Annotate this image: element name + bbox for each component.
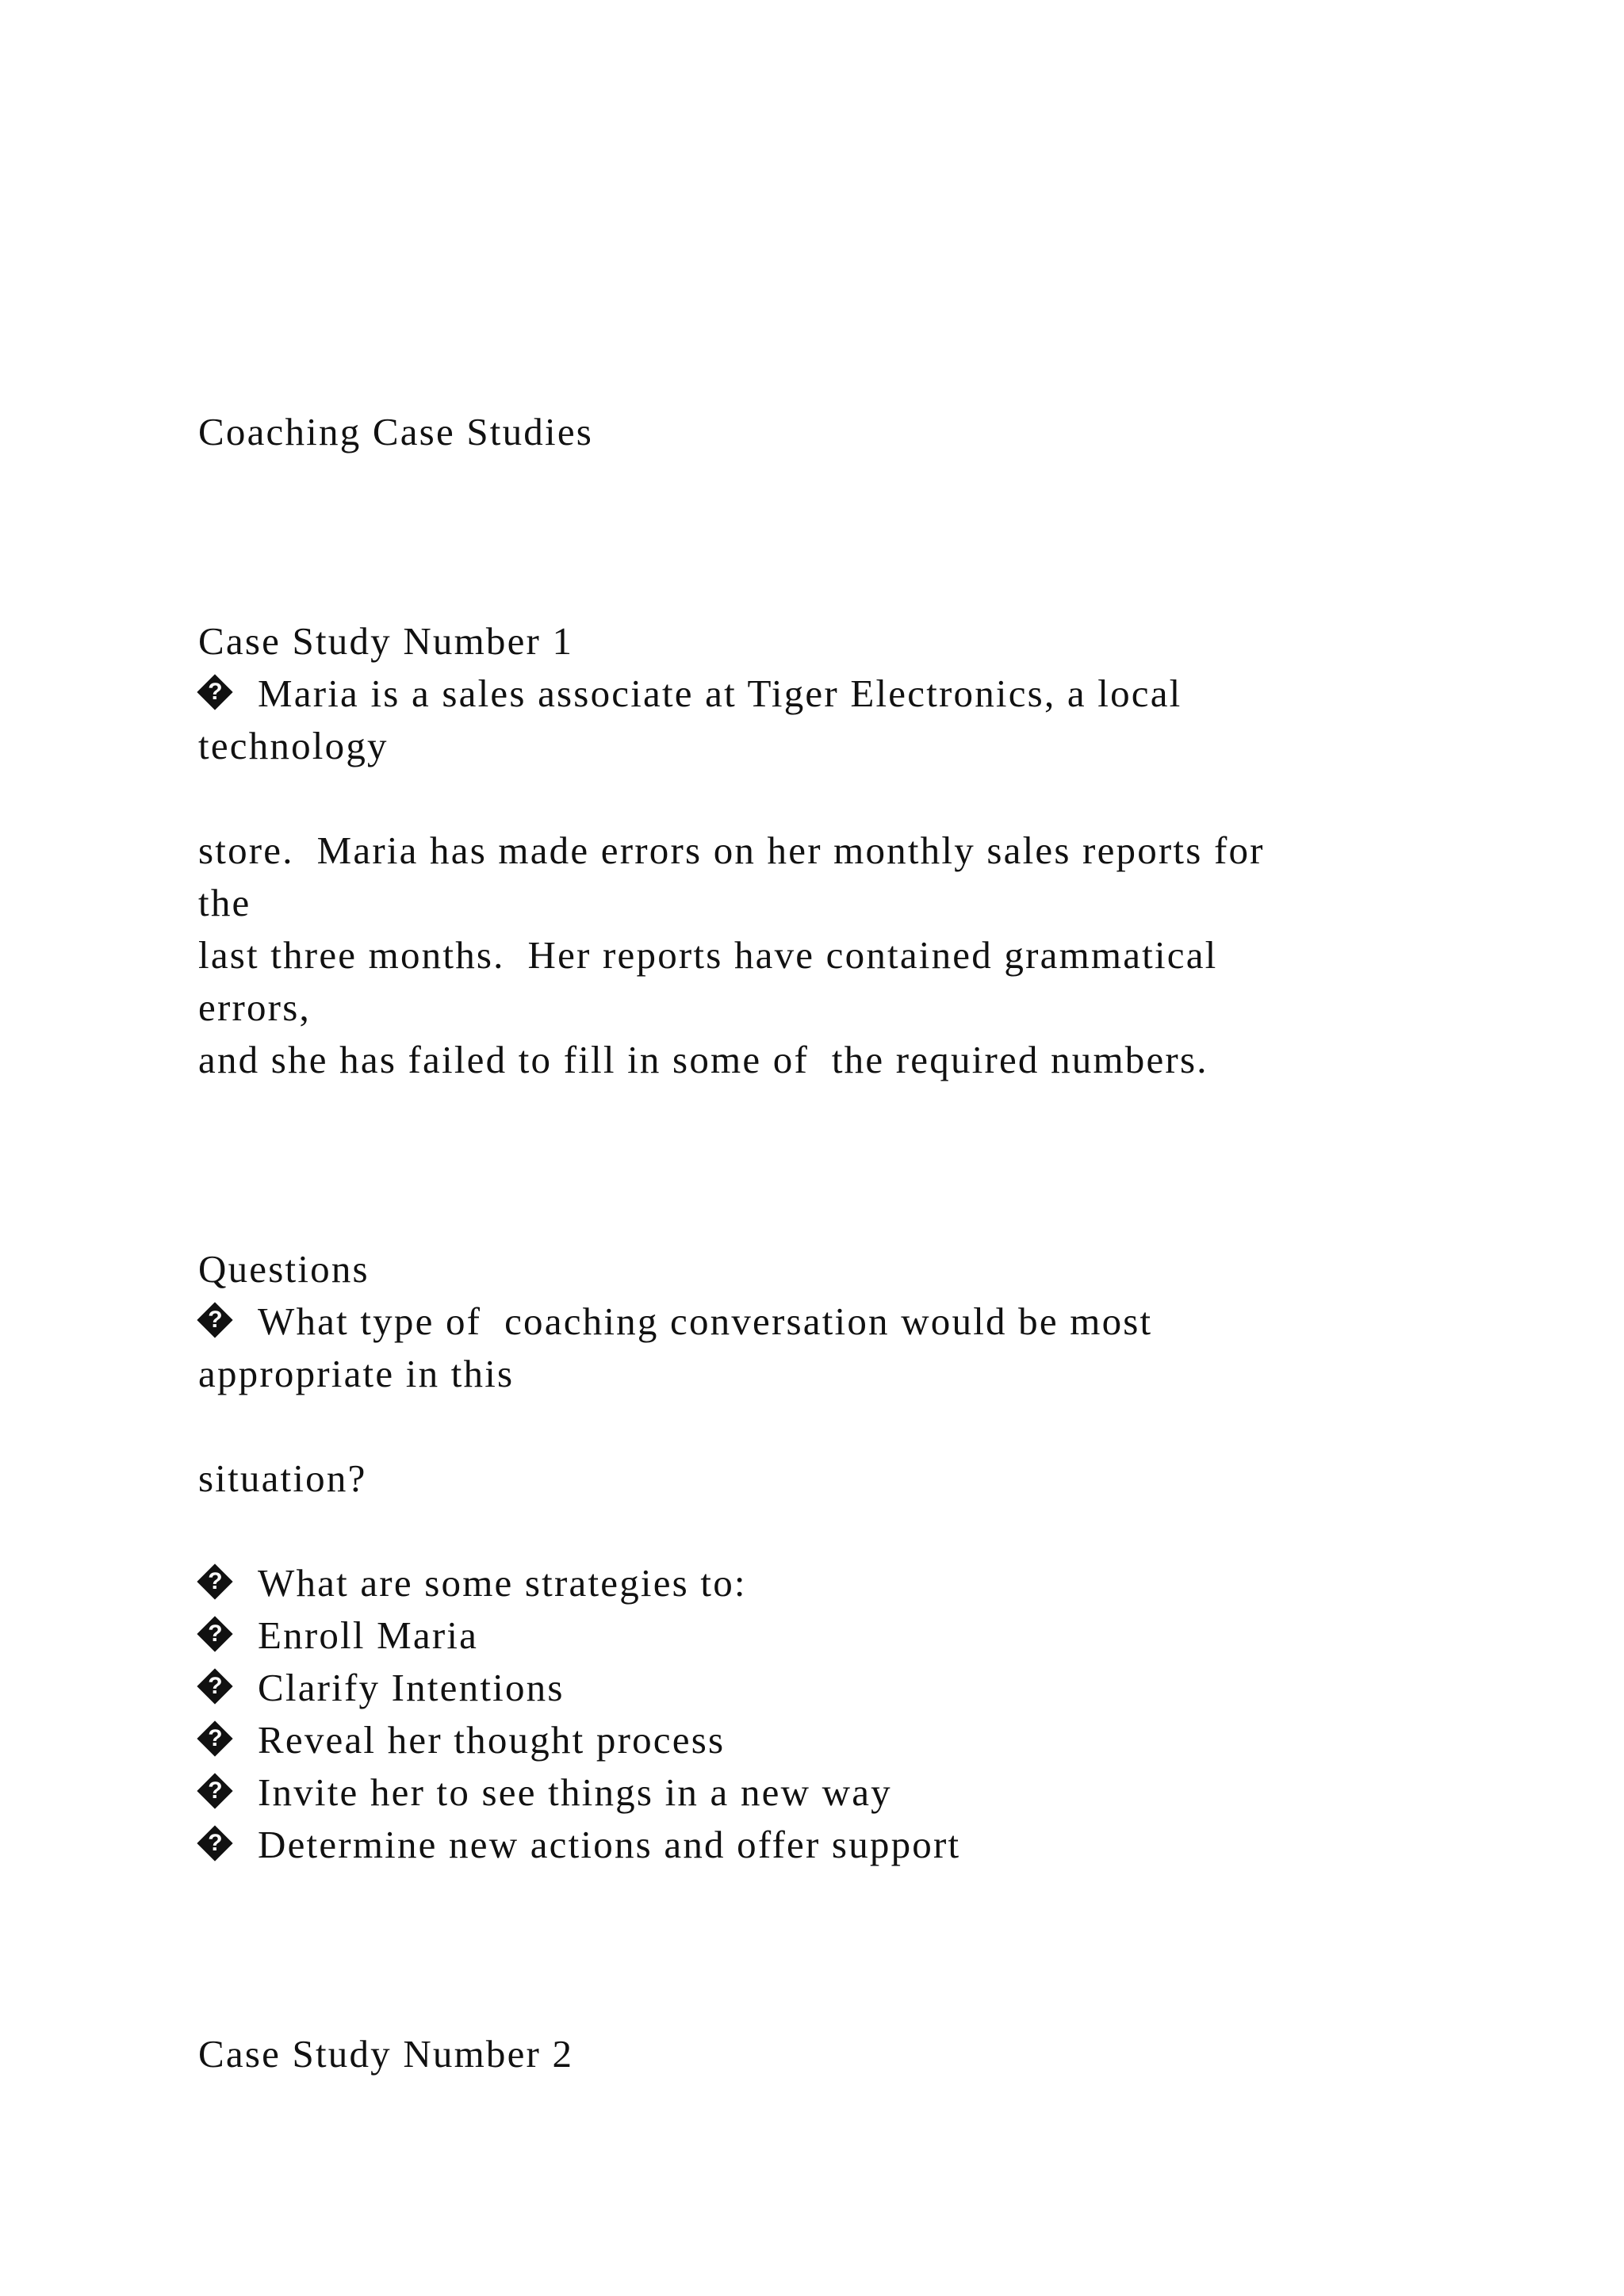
case-study-1-line: errors, [198, 985, 311, 1029]
bullet-replacement-glyph-icon [198, 1774, 234, 1810]
case-study-1-line: store. Maria has made errors on her monthly sales reports for [198, 828, 1265, 872]
strategy-item: ?Clarify Intentions [198, 1662, 565, 1714]
bullet-replacement-glyph-icon [198, 1827, 234, 1862]
bullet-replacement-glyph-icon [198, 1565, 234, 1601]
strategy-item: ?Reveal her thought process [198, 1714, 725, 1766]
question-line: ?What are some strategies to: [198, 1557, 747, 1609]
bullet-replacement-glyph-icon [198, 1303, 234, 1339]
case-study-1-line: technology [198, 724, 389, 767]
case-study-1-line: the [198, 881, 251, 924]
bullet-replacement-glyph-icon [198, 1670, 234, 1705]
case-study-1-line: and she has failed to fill in some of the required numbers. [198, 1038, 1208, 1081]
question-line: appropriate in this [198, 1352, 515, 1395]
question-line: ?What type of coaching conversation would be most [198, 1295, 1152, 1348]
document-title: Coaching Case Studies [198, 410, 594, 453]
case-study-2-heading: Case Study Number 2 [198, 2032, 574, 2076]
strategy-item: ?Invite her to see things in a new way [198, 1766, 892, 1819]
strategy-item: ?Enroll Maria [198, 1609, 478, 1662]
bullet-replacement-glyph-icon [198, 1617, 234, 1653]
strategy-item: ?Determine new actions and offer support [198, 1819, 960, 1871]
case-study-1-line: last three months. Her reports have contained grammatical [198, 933, 1218, 977]
bullet-replacement-glyph-icon [198, 1722, 234, 1758]
case-study-1-heading: Case Study Number 1 [198, 619, 574, 663]
case-study-1-line: ?Maria is a sales associate at Tiger Electronics, a local [198, 668, 1182, 720]
bullet-replacement-glyph-icon [198, 675, 234, 711]
question-line: situation? [198, 1456, 367, 1500]
questions-heading: Questions [198, 1247, 370, 1291]
